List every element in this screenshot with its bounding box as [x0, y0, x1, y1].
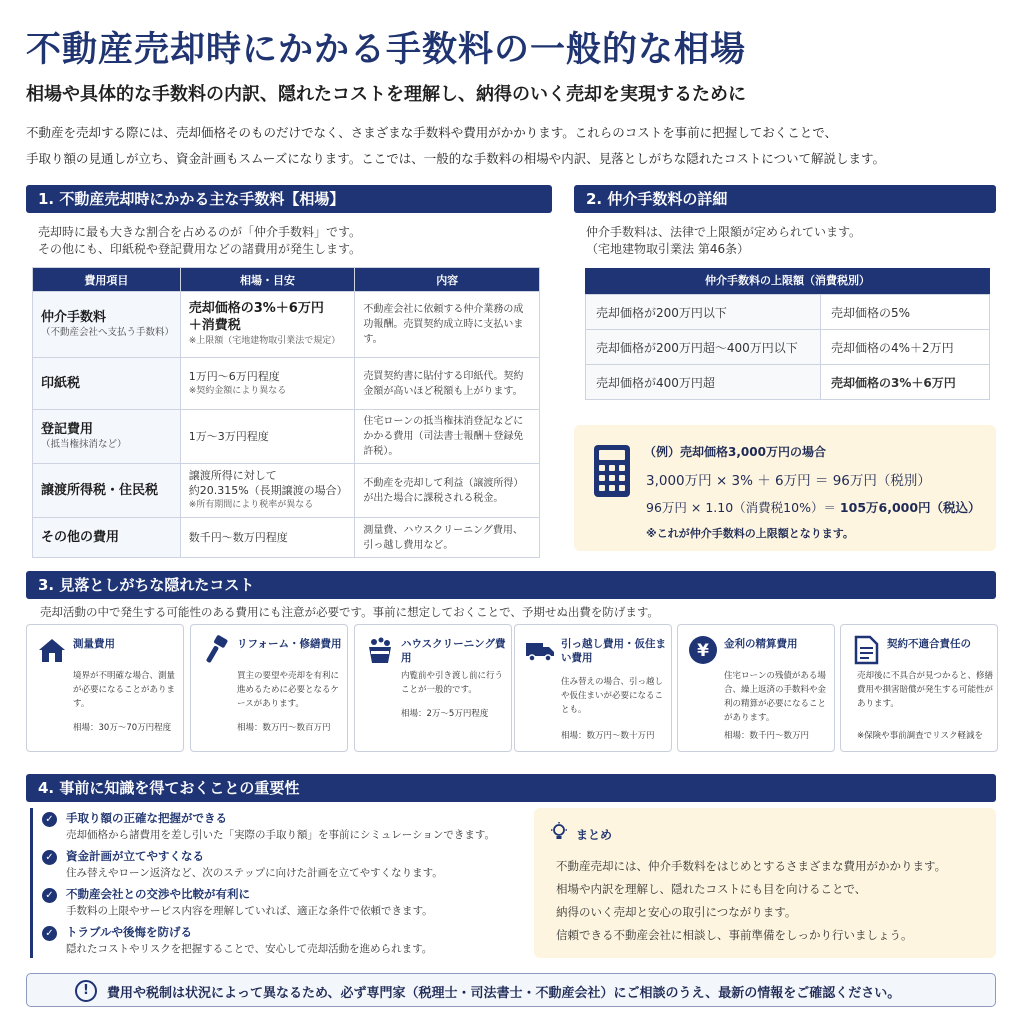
fee-desc: 住宅ローンの抵当権抹消登記などにかかる費用（司法書士報酬＋登録免許税）。: [355, 410, 540, 464]
benefit-title: トラブルや後悔を防げる: [66, 925, 193, 939]
fee-item: [33, 358, 181, 410]
column-header: 相場・目安: [180, 268, 355, 292]
fee-item-sub: （抵当権抹消など）: [41, 438, 127, 450]
column-header: 内容: [355, 268, 540, 292]
table-row: [33, 518, 540, 558]
check-icon: ✓: [42, 926, 57, 941]
page-subtitle: 相場や具体的な手数料の内訳、隠れたコストを理解し、納得のいく売却を実現するために: [26, 84, 746, 105]
fee-item-name: 譲渡所得税・住民税: [41, 483, 159, 498]
cost-card-title: ハウスクリーニング費用: [401, 638, 506, 664]
fee-price: [180, 292, 355, 358]
cost-card: [840, 624, 998, 752]
check-icon: ✓: [42, 888, 57, 903]
benefit-title: 不動産会社との交渉や比較が有利に: [66, 887, 250, 901]
cost-card-title: 契約不適合責任の: [887, 638, 971, 650]
fee-desc: 不動産を売却して利益（譲渡所得）が出た場合に課税される税金。: [355, 464, 540, 518]
cap-range: 売却価格が200万円超〜400万円以下: [586, 330, 821, 365]
section-1-text-line: 売却時に最も大きな割合を占めるのが「仲介手数料」です。: [38, 225, 362, 239]
fee-desc: 測量費、ハウスクリーニング費用、引っ越し費用など。: [355, 518, 540, 558]
cost-card-price: 相場：数万円〜数百万円: [237, 723, 331, 733]
cost-card-title: 測量費用: [73, 638, 115, 650]
example-title: （例）売却価格3,000万円の場合: [644, 445, 826, 459]
section-4-accent-line: [30, 808, 33, 958]
lightbulb-icon: [550, 822, 568, 842]
fee-price: [180, 410, 355, 464]
page-title: 不動産売却時にかかる手数料の一般的な相場: [26, 30, 747, 70]
cost-card: [677, 624, 835, 752]
summary-title: まとめ: [576, 828, 613, 842]
cost-card-price: 相場：2万〜5万円程度: [401, 709, 489, 719]
cost-card: [26, 624, 184, 752]
cost-card-title: リフォーム・修繕費用: [237, 638, 342, 650]
section-2-text-line: 仲介手数料は、法律で上限額が定められています。: [586, 225, 862, 239]
summary-box: [534, 808, 996, 958]
paint-brush-icon: [201, 635, 231, 665]
table-row: [586, 330, 990, 365]
cap-rate: 売却価格の3%＋6万円: [821, 365, 990, 400]
example-line-1: 3,000万円 × 3% ＋ 6万円 ＝ 96万円（税別）: [646, 473, 931, 489]
fee-table-header: [33, 268, 540, 292]
fee-price: [180, 518, 355, 558]
fee-item-name: 登記費用: [41, 421, 94, 437]
cost-card-price: ※保険や事前調査でリスク軽減を: [857, 731, 983, 741]
section-3-text: 売却活動の中で発生する可能性のある費用にも注意が必要です。事前に想定しておくことで、予期せぬ出費を防げます。: [40, 605, 659, 619]
column-header: 費用項目: [33, 268, 181, 292]
fee-item: [33, 518, 181, 558]
check-icon: ✓: [42, 812, 57, 827]
cost-card-desc: 住み替えの場合、引っ越しや仮住まいが必要になることも。: [561, 677, 664, 715]
fee-item: [33, 410, 181, 464]
notice-text: 費用や税制は状況によって異なるため、必ず専門家（税理士・司法書士・不動産会社）にご相談のうえ、最新の情報をご確認ください。: [107, 986, 901, 1001]
fee-item-name: その他の費用: [41, 530, 120, 545]
section-1-text: [38, 224, 361, 258]
yen-icon: [688, 635, 718, 665]
summary-line: 相場や内訳を理解し、隠れたコストにも目を向けることで、: [556, 882, 867, 896]
fee-table: [32, 267, 540, 558]
svg-text:¥: ¥: [697, 641, 709, 661]
fee-price-main-2: ＋消費税: [188, 318, 241, 333]
example-line-2a: 96万円 × 1.10（消費税10%）＝: [646, 500, 840, 515]
summary-line: 納得のいく売却と安心の取引につながります。: [556, 905, 797, 919]
cost-card-desc: 買主の要望や売却を有利に進めるために必要となるケースがあります。: [237, 671, 340, 709]
document-icon: [851, 635, 881, 665]
cap-rate: 売却価格の5%: [821, 295, 990, 330]
summary-line: 信頼できる不動産会社に相談し、事前準備をしっかり行いましょう。: [556, 928, 913, 942]
example-note: ※これが仲介手数料の上限額となります。: [646, 527, 854, 540]
fee-price: [180, 464, 355, 518]
summary-line: 不動産売却には、仲介手数料をはじめとするさまざまな費用がかかります。: [556, 859, 947, 873]
table-row: [33, 358, 540, 410]
cost-card: [190, 624, 348, 752]
cost-card-desc: 住宅ローンの残債がある場合、繰上返済の手数料や金利の精算が必要になることがあります。: [724, 671, 827, 723]
section-4-heading: 4. 事前に知識を得ておくことの重要性: [26, 774, 996, 802]
section-3-heading: 3. 見落としがちな隠れたコスト: [26, 571, 996, 599]
fee-price-note: ※所有期間により税率が異なる: [188, 500, 314, 510]
intro-line: 不動産を売却する際には、売却価格そのものだけでなく、さまざまな手数料や費用がかかります。これらのコストを事前に把握しておくことで、: [26, 125, 838, 140]
intro-line: 手取り額の見通しが立ち、資金計画もスムーズになります。ここでは、一般的な手数料の相場や内訳、見落としがちな隠れたコストについて解説します。: [26, 151, 886, 166]
table-row: [33, 292, 540, 358]
fee-item-name: 仲介手数料: [41, 309, 107, 325]
benefit-desc: 手数料の上限やサービス内容を理解していれば、適正な条件で依頼できます。: [66, 905, 433, 917]
cost-card-price: 相場：数千円〜数万円: [724, 731, 810, 741]
fee-price-main: 売却価格の3%＋6万円: [188, 301, 324, 316]
fee-desc: 売買契約書に貼付する印紙代。契約金額が高いほど税額も上がります。: [355, 358, 540, 410]
cleaning-bucket-icon: [365, 635, 395, 665]
cost-card-title: 金利の精算費用: [724, 638, 798, 650]
example-line-2: [646, 498, 981, 516]
cap-range: 売却価格が200万円以下: [586, 295, 821, 330]
section-1-heading: 1. 不動産売却時にかかる主な手数料【相場】: [26, 185, 552, 213]
section-2-heading: 2. 仲介手数料の詳細: [574, 185, 996, 213]
table-row: [33, 410, 540, 464]
exclamation-icon: !: [75, 980, 97, 1002]
truck-icon: [525, 635, 555, 665]
cap-rate: 売却価格の4%＋2万円: [821, 330, 990, 365]
fee-item: [33, 292, 181, 358]
cost-card: [354, 624, 512, 752]
cap-table: [585, 294, 990, 400]
cost-card: [514, 624, 672, 752]
cost-card-price: 相場：数万円〜数十万円: [561, 731, 655, 741]
fee-price-main: 1万〜3万円程度: [188, 430, 269, 443]
fee-desc: 不動産会社に依頼する仲介業務の成功報酬。売買契約成立時に支払います。: [355, 292, 540, 358]
section-1-text-line: その他にも、印紙税や登記費用などの諸費用が発生します。: [38, 242, 362, 256]
check-icon: ✓: [42, 850, 57, 865]
fee-price-note: ※上限額（宅地建物取引業法で規定）: [188, 336, 341, 346]
fee-price: [180, 358, 355, 410]
section-2-text-line: （宅地建物取引業法 第46条）: [586, 242, 750, 256]
house-icon: [37, 635, 67, 665]
cost-card-desc: 売却後に不具合が見つかると、修繕費用や損害賠償が発生する可能性があります。: [857, 671, 994, 709]
fee-price-note: ※契約金額により異なる: [188, 385, 287, 396]
benefit-desc: 住み替えやローン返済など、次のステップに向けた計画を立てやすくなります。: [66, 867, 443, 879]
intro-text: [26, 120, 1001, 172]
fee-price-main: 譲渡所得に対して: [188, 469, 277, 482]
fee-item-sub: （不動産会社へ支払う手数料）: [41, 326, 175, 338]
cost-card-desc: 境界が不明確な場合、測量が必要になることがあります。: [73, 671, 176, 709]
notice-bar: [26, 973, 996, 1007]
fee-item-name: 印紙税: [41, 376, 81, 391]
table-row: [33, 464, 540, 518]
fee-item: [33, 464, 181, 518]
benefit-title: 手取り額の正確な把握ができる: [66, 811, 227, 825]
cost-card-title: 引っ越し費用・仮住まい費用: [561, 638, 666, 664]
fee-price-main-2: 約20.315%（長期譲渡の場合）: [188, 484, 348, 497]
cap-range: 売却価格が400万円超: [586, 365, 821, 400]
cost-card-price: 相場：30万〜70万円程度: [73, 723, 172, 733]
benefit-desc: 売却価格から諸費用を差し引いた「実際の手取り額」を事前にシミュレーションできます。: [66, 829, 496, 841]
table-row: [586, 365, 990, 400]
section-2-text: [586, 224, 861, 258]
table-row: [586, 295, 990, 330]
benefit-desc: 隠れたコストやリスクを把握することで、安心して売却活動を進められます。: [66, 943, 433, 955]
fee-price-main: 数千円〜数万円程度: [188, 531, 288, 544]
example-box: [574, 425, 996, 551]
cost-card-desc: 内覧前や引き渡し前に行うことが一般的です。: [401, 671, 504, 695]
calculator-icon: [594, 445, 630, 497]
fee-price-main: 1万円〜6万円程度: [188, 369, 280, 383]
benefit-title: 資金計画が立てやすくなる: [66, 849, 204, 863]
cap-table-title: 仲介手数料の上限額（消費税別）: [585, 268, 990, 294]
example-result: 105万6,000円（税込）: [839, 500, 981, 515]
